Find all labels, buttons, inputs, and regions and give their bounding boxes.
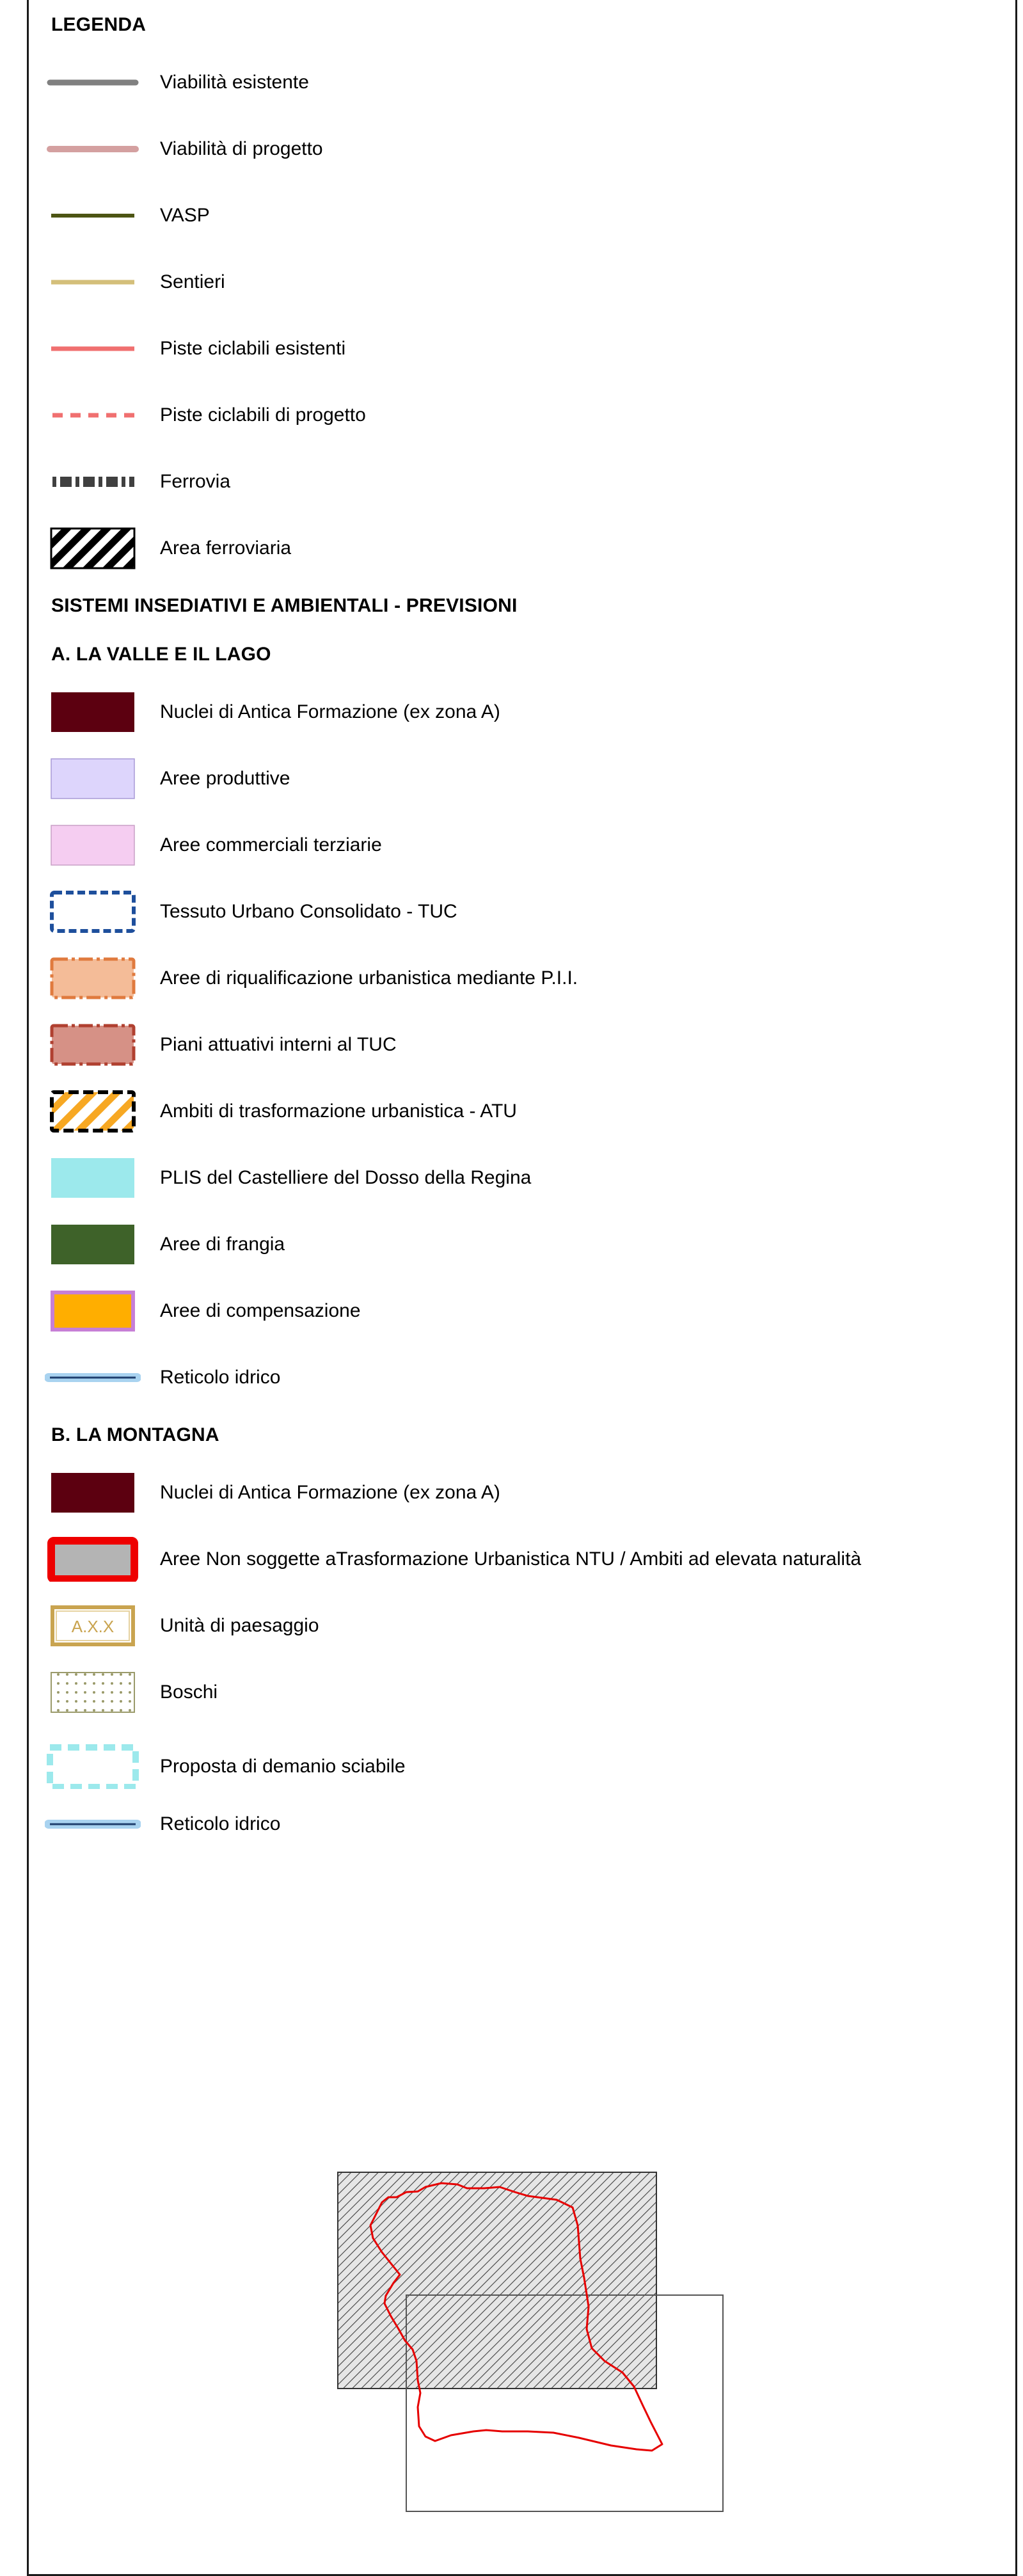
line-pink-icon: [45, 127, 141, 171]
blue-dashed-outline-icon: [45, 889, 141, 934]
legend-item-area-ferroviaria: [45, 526, 1004, 571]
landscape-unit-badge: A.X.X: [71, 1617, 115, 1636]
legend-item-label: Proposta di demanio sciabile: [160, 1756, 406, 1777]
legend-item-label: Piste ciclabili esistenti: [160, 338, 346, 359]
legend-item-label: Area ferroviaria: [160, 537, 292, 559]
line-olive-icon: [45, 193, 141, 238]
map-sheet-1: [338, 2172, 656, 2389]
line-salmon-icon: [45, 326, 141, 371]
legend-item-label: Tessuto Urbano Consolidato - TUC: [160, 901, 457, 922]
cyan-fill-icon: [45, 1156, 141, 1200]
orange-striped-icon: [45, 1089, 141, 1134]
legend-item-reticolo-idrico-montagna: [45, 1802, 1004, 1847]
line-grey-icon: [45, 60, 141, 105]
orange-purple-border-icon: [45, 1289, 141, 1333]
legend-item-label: Aree commerciali terziarie: [160, 834, 382, 855]
legend-item-label: Nuclei di Antica Formazione (ex zona A): [160, 1482, 500, 1503]
legend-item-pii: [45, 956, 1004, 1001]
legend-item-ferrovia: [45, 459, 1004, 504]
legend-item-viabilita-esistente: [45, 60, 1004, 105]
green-fill-icon: [45, 1222, 141, 1267]
legend-item-label: Aree di frangia: [160, 1234, 285, 1255]
rose-dashdot-icon: [45, 1022, 141, 1067]
legend-item-label: Viabilità di progetto: [160, 138, 323, 159]
section-heading-montagna: B. LA MONTAGNA: [51, 1424, 219, 1445]
legend-item-label: Unità di paesaggio: [160, 1615, 319, 1636]
legend-item-piste-progetto: [45, 393, 1004, 438]
legend-item-label: Piste ciclabili di progetto: [160, 404, 366, 425]
legend-item-atu: [45, 1089, 1004, 1134]
pink-fill-icon: [45, 823, 141, 868]
grey-red-border-icon: [45, 1537, 141, 1582]
dotted-woods-icon: [45, 1670, 141, 1715]
legend-item-label: Boschi: [160, 1682, 218, 1703]
railway-icon: [45, 459, 141, 504]
section-heading-sistemi: SISTEMI INSEDIATIVI E AMBIENTALI - PREVISIONI: [51, 595, 518, 616]
legend-item-label: VASP: [160, 205, 210, 226]
water-line-icon: [45, 1802, 141, 1847]
legend-item-boschi: [45, 1670, 1004, 1715]
legend-item-frangia: [45, 1222, 1004, 1267]
legend-item-ntu: [45, 1537, 1004, 1582]
legend-item-aree-produttive: [45, 756, 1004, 801]
cyan-dashed-outline-icon: [45, 1744, 141, 1789]
legend-item-label: Aree Non soggette aTrasformazione Urbanistica NTU / Ambiti ad elevata naturalità: [160, 1548, 862, 1570]
legend-item-piani-attuativi: [45, 1022, 1004, 1067]
legend-item-compensazione: [45, 1289, 1004, 1333]
legend-item-label: Sentieri: [160, 271, 225, 292]
legend-item-aree-commerciali: [45, 823, 1004, 868]
legend-item-label: Ambiti di trasformazione urbanistica - ATU: [160, 1101, 517, 1122]
legend-item-reticolo-idrico-valle: [45, 1355, 1004, 1400]
legend-item-label: Nuclei di Antica Formazione (ex zona A): [160, 701, 500, 722]
legend-item-piste-esistenti: [45, 326, 1004, 371]
legend-item-viabilita-progetto: [45, 127, 1004, 171]
legend-item-tuc: [45, 889, 1004, 934]
legend-item-demanio-sciabile: [45, 1744, 1004, 1789]
legend-item-label: Reticolo idrico: [160, 1813, 281, 1834]
water-line-icon: [45, 1355, 141, 1400]
legend-item-label: Viabilità esistente: [160, 72, 309, 93]
dark-red-fill-icon: [45, 1470, 141, 1515]
key-map-inset: [336, 2169, 726, 2515]
dark-red-fill-icon: [45, 690, 141, 735]
legend-item-label: Ferrovia: [160, 471, 231, 492]
legend-item-nuclei-montagna: [45, 1470, 1004, 1515]
lavender-fill-icon: [45, 756, 141, 801]
legend-item-sentieri: [45, 260, 1004, 305]
landscape-unit-icon: [45, 1603, 141, 1648]
legend-item-label: Aree produttive: [160, 768, 290, 789]
legend-title: LEGENDA: [51, 14, 147, 35]
legend-item-nuclei: [45, 690, 1004, 735]
legend-item-unita-paesaggio: [45, 1603, 1004, 1648]
legend-item-vasp: [45, 193, 1004, 238]
legend-item-label: Aree di riqualificazione urbanistica mediante P.I.I.: [160, 967, 578, 989]
legend-item-plis: [45, 1156, 1004, 1200]
section-heading-valle: A. LA VALLE E IL LAGO: [51, 644, 271, 665]
hatched-area-icon: [45, 526, 141, 571]
peach-dashdot-icon: [45, 956, 141, 1001]
line-tan-icon: [45, 260, 141, 305]
legend-item-label: Piani attuativi interni al TUC: [160, 1034, 397, 1055]
legend-item-label: PLIS del Castelliere del Dosso della Regina: [160, 1167, 532, 1188]
legend-item-label: Aree di compensazione: [160, 1300, 361, 1321]
legend-item-label: Reticolo idrico: [160, 1367, 281, 1388]
dashed-salmon-icon: [45, 393, 141, 438]
